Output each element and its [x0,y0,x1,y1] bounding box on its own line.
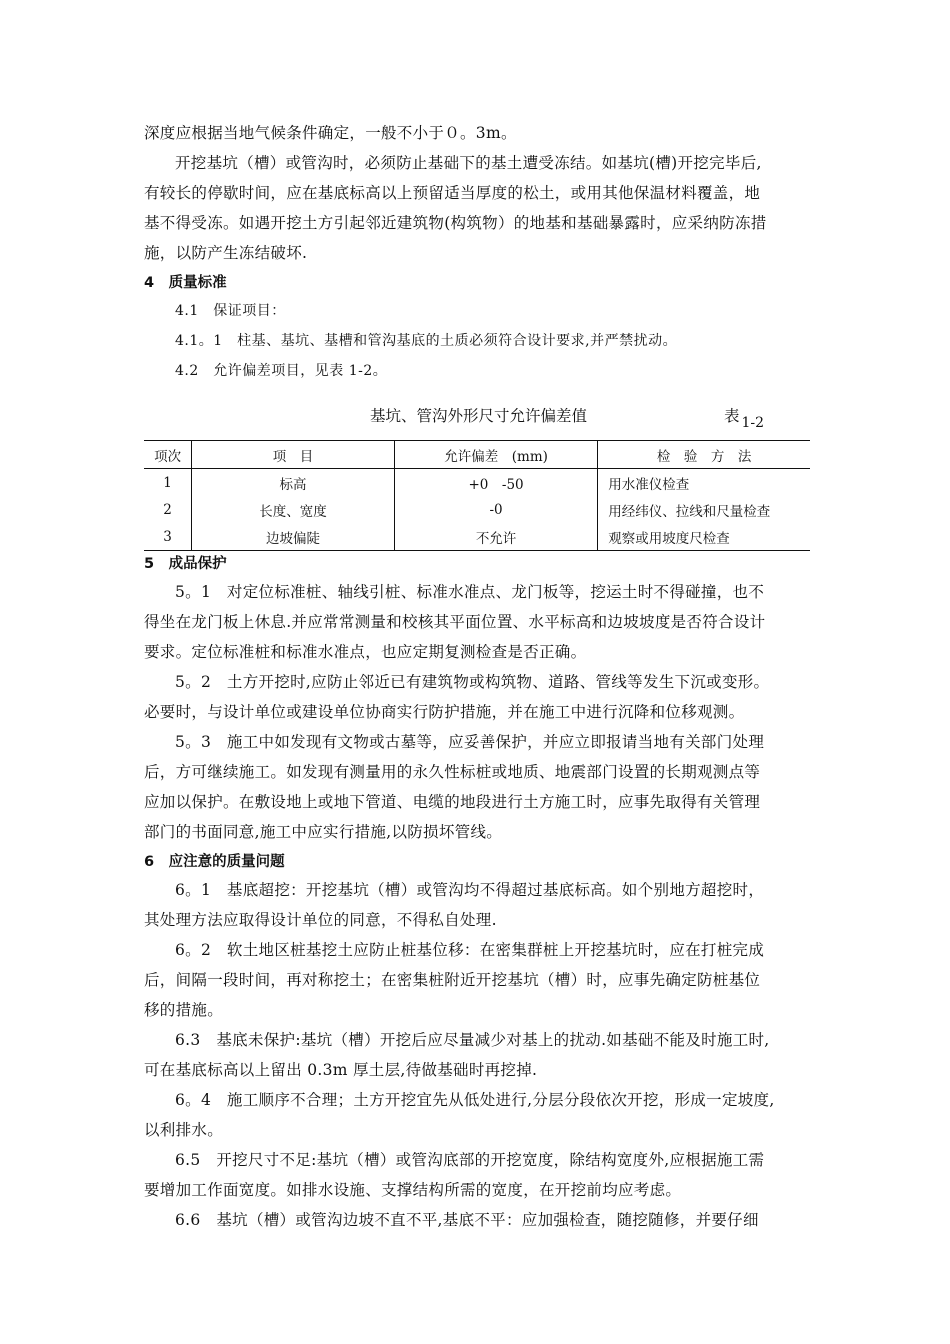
paragraph-line: 其处理方法应取得设计单位的同意，不得私自处理. [144,911,497,929]
paragraph-line: 6。1 基底超挖：开挖基坑（槽）或管沟均不得超过基底标高。如个别地方超挖时， [175,881,765,899]
paragraph-line: 6.5 开挖尺寸不足:基坑（槽）或管沟底部的开挖宽度，除结构宽度外,应根据施工需 [175,1151,765,1169]
paragraph-line: 移的措施。 [144,1001,224,1019]
section-heading-4: 4 质量标准 [144,275,227,291]
paragraph-line: 4.1。1 柱基、基坑、基槽和管沟基底的土质必须符合设计要求,并严禁扰动。 [175,333,678,349]
table-header-row [144,441,810,469]
paragraph-line: 有较长的停歇时间，应在基底标高以上预留适当厚度的松土，或用其他保温材料覆盖，地 [144,184,761,202]
cell-index: 1 [163,474,172,491]
paragraph-line: 4.2 允许偏差项目，见表 1-2。 [175,363,388,379]
paragraph-line: 5。2 土方开挖时,应防止邻近已有建筑物或构筑物、道路、管线等发生下沉或变形。 [175,673,770,691]
table-row [144,496,810,523]
cell-index: 3 [163,528,172,545]
cell-tolerance: +0 -50 [394,469,597,497]
paragraph-line: 基不得受冻。如遇开挖土方引起邻近建筑物(构筑物）的地基和基础暴露时，应采纳防冻措 [144,214,767,232]
header-item: 项 目 [192,441,395,469]
header-index: 项次 [154,448,182,465]
paragraph-line: 可在基底标高以上留出 0.3m 厚土层,待做基础时再挖掉. [144,1061,538,1079]
cell-method: 用水准仪检查 [598,469,810,497]
cell-item: 长度、宽度 [192,496,395,523]
paragraph-line: 6。4 施工顺序不合理；土方开挖宜先从低处进行,分层分段依次开挖，形成一定坡度, [175,1091,775,1109]
paragraph-line: 施，以防产生冻结破坏. [144,244,308,262]
cell-index: 2 [163,501,172,518]
table-label: 表 [724,407,740,425]
paragraph-line: 6.3 基底未保护:基坑（槽）开挖后应尽量减少对基上的扰动.如基础不能及时施工时, [175,1031,770,1049]
table-row [144,469,810,497]
paragraph-line: 开挖基坑（槽）或管沟时，必须防止基础下的基土遭受冻结。如基坑(槽)开挖完毕后, [175,154,762,172]
document-page [144,118,810,1235]
paragraph-line: 后，间隔一段时间，再对称挖土；在密集桩附近开挖基坑（槽）时，应事先确定防桩基位 [144,971,761,989]
table-caption [144,394,810,440]
tolerance-table [144,440,810,551]
table-number [724,404,765,431]
paragraph-line: 要增加工作面宽度。如排水设施、支撑结构所需的宽度，在开挖前均应考虑。 [144,1181,682,1199]
paragraph-line: 应加以保护。在敷设地上或地下管道、电缆的地段进行土方施工时，应事先取得有关管理 [144,793,761,811]
paragraph-line: 6.6 基坑（槽）或管沟边坡不直不平,基底不平：应加强检查，随挖随修，并要仔细 [175,1211,759,1229]
header-tolerance: 允许偏差 (mm) [394,441,597,469]
paragraph-line: 部门的书面同意,施工中应实行措施,以防损坏管线。 [144,823,503,841]
cell-item: 边坡偏陡 [192,523,395,551]
paragraph-line: 要求。定位标准桩和标准水准点，也应定期复测检查是否正确。 [144,643,587,661]
cell-tolerance: 不允许 [394,523,597,551]
section-heading-6: 6 应注意的质量问题 [144,854,285,870]
paragraph-line: 5。3 施工中如发现有文物或古墓等，应妥善保护，并应立即报请当地有关部门处理 [175,733,765,751]
paragraph-line: 必要时，与设计单位或建设单位协商实行防护措施，并在施工中进行沉降和位移观测。 [144,703,745,721]
table-title: 基坑、管沟外形尺寸允许偏差值 [370,407,588,425]
cell-item: 标高 [192,469,395,497]
header-method: 检 验 方 法 [598,441,810,469]
cell-method: 用经纬仪、拉线和尺量检查 [598,496,810,523]
section-heading-5: 5 成品保护 [144,556,227,572]
table-row [144,523,810,551]
cell-tolerance: -0 [394,496,597,523]
paragraph-line: 后，方可继续施工。如发现有测量用的永久性标桩或地质、地震部门设置的长期观测点等 [144,763,761,781]
cell-method: 观察或用坡度尺检查 [598,523,810,551]
paragraph-line: 以利排水。 [144,1121,224,1139]
table-number-value: 1-2 [741,415,765,431]
paragraph-line: 5。1 对定位标准桩、轴线引桩、标准水准点、龙门板等，挖运土时不得碰撞，也不 [175,583,765,601]
paragraph-line: 深度应根据当地气候条件确定，一般不小于０。3m。 [144,124,517,142]
paragraph-line: 6。2 软土地区桩基挖土应防止桩基位移：在密集群桩上开挖基坑时，应在打桩完成 [175,941,765,959]
paragraph-line: 4.1 保证项目： [175,303,286,319]
paragraph-line: 得坐在龙门板上休息.并应常常测量和校核其平面位置、水平标高和边坡坡度是否符合设计 [144,613,766,631]
